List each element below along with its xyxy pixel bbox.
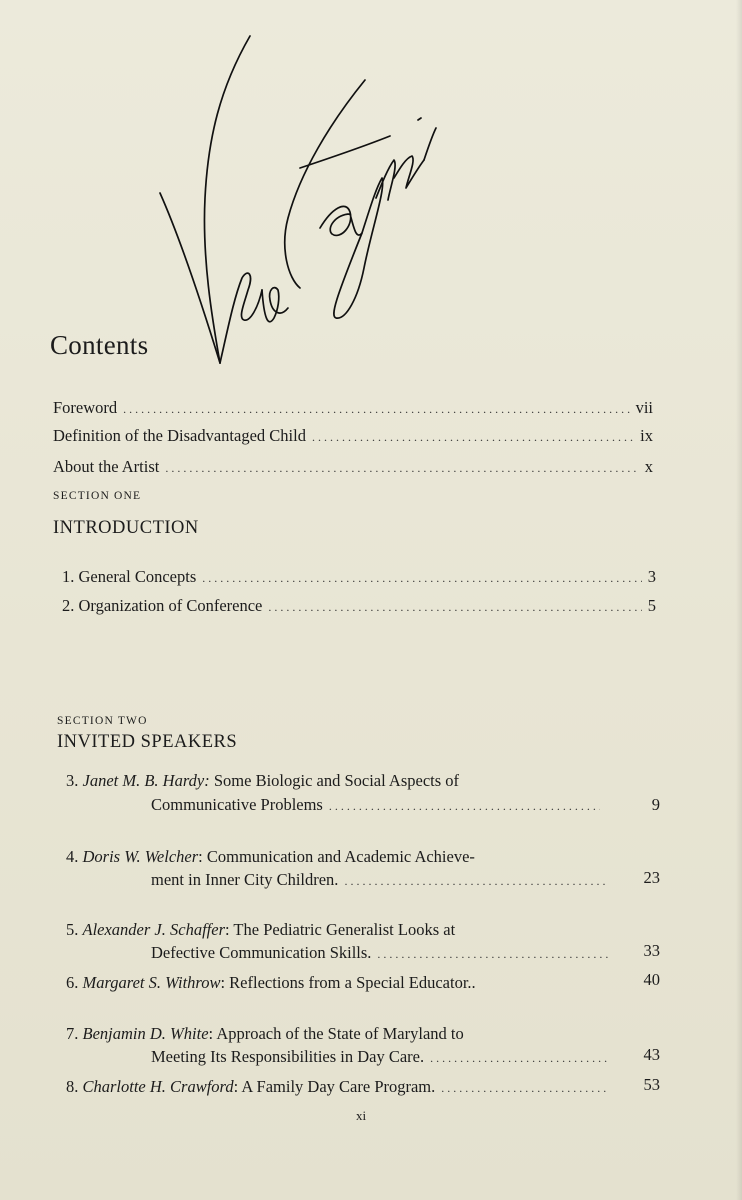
- contents-heading: Contents: [50, 330, 149, 360]
- item-title-line2: Defective Communication Skills.: [151, 943, 372, 962]
- toc-entry-page: vii: [635, 398, 653, 417]
- toc-item-welcher-line2: [151, 870, 614, 890]
- leader-dots: [377, 947, 608, 962]
- page-folio: xi: [356, 1108, 367, 1123]
- toc-item-page: 33: [643, 941, 660, 960]
- toc-item-schaffer[interactable]: [66, 920, 455, 940]
- item-title: Organization of Conference: [78, 596, 263, 615]
- toc-item-page: 43: [643, 1045, 660, 1064]
- item-author: Janet M. B. Hardy:: [82, 771, 210, 790]
- toc-entry-page: x: [644, 457, 653, 476]
- item-number: 6.: [66, 973, 79, 992]
- toc-entry-organization[interactable]: [62, 596, 656, 620]
- toc-entry-label: About the Artist: [53, 457, 160, 476]
- toc-entry-about-artist[interactable]: [53, 457, 653, 481]
- item-number: 7.: [66, 1024, 79, 1043]
- toc-item-schaffer-line2: [151, 943, 614, 963]
- item-number: 4.: [66, 847, 79, 866]
- item-title-line1: : Approach of the State of Maryland to: [208, 1024, 464, 1043]
- toc-entry-label: [62, 596, 262, 616]
- toc-item-page: 9: [651, 795, 660, 814]
- toc-item-withrow[interactable]: [66, 973, 476, 993]
- item-author: Benjamin D. White: [82, 1024, 209, 1043]
- toc-item-hardy[interactable]: [66, 771, 459, 791]
- leader-dots: [268, 600, 641, 615]
- item-title-line1: : The Pediatric Generalist Looks at: [225, 920, 456, 939]
- toc-entry-general-concepts[interactable]: [62, 567, 656, 591]
- item-number: 8.: [66, 1077, 79, 1096]
- item-author: Alexander J. Schaffer: [82, 920, 225, 939]
- toc-item-hardy-line2: [151, 795, 606, 815]
- page-edge-shadow: [736, 0, 742, 1200]
- toc-entry-label: Foreword: [53, 398, 118, 417]
- toc-item-page: 40: [643, 970, 660, 989]
- item-author: Margaret S. Withrow: [82, 973, 221, 992]
- item-title-line2: ment in Inner City Children.: [151, 870, 339, 889]
- leader-dots: [312, 430, 634, 445]
- leader-dots: [329, 799, 600, 814]
- item-author: Doris W. Welcher: [82, 847, 199, 866]
- toc-entry-definition[interactable]: [53, 426, 653, 450]
- toc-entry-page: 5: [647, 596, 656, 615]
- toc-item-welcher[interactable]: [66, 847, 475, 867]
- toc-entry-label: Definition of the Disadvantaged Child: [53, 426, 306, 445]
- item-title-line2: Meeting Its Responsibilities in Day Care.: [151, 1047, 425, 1066]
- item-number: 5.: [66, 920, 79, 939]
- toc-entry-foreword[interactable]: [53, 398, 653, 422]
- toc-item-page: 53: [643, 1075, 660, 1094]
- toc-item-white[interactable]: [66, 1024, 464, 1044]
- toc-item-white-line2: [151, 1047, 616, 1067]
- leader-dots: [123, 402, 629, 417]
- leader-dots: [441, 1081, 610, 1096]
- item-title-line2: Communicative Problems: [151, 795, 323, 814]
- leader-dots: [344, 874, 608, 889]
- item-author: Charlotte H. Crawford: [82, 1077, 234, 1096]
- toc-entry-label: [62, 567, 196, 587]
- item-title-line1: Some Biologic and Social Aspects of: [209, 771, 460, 790]
- leader-dots: [202, 571, 642, 586]
- leader-dots: [165, 461, 638, 476]
- toc-entry-page: ix: [640, 426, 653, 445]
- item-number: 3.: [66, 771, 79, 790]
- item-number: 2.: [62, 596, 75, 615]
- leader-dots: [430, 1051, 610, 1066]
- section-one-title: INTRODUCTION: [53, 518, 199, 538]
- toc-item-crawford[interactable]: [66, 1077, 616, 1097]
- item-title-line1: : A Family Day Care Program.: [233, 1077, 436, 1096]
- handwritten-signature: [150, 28, 440, 388]
- item-title: General Concepts: [78, 567, 197, 586]
- item-title-line1: : Communication and Academic Achieve-: [198, 847, 475, 866]
- toc-item-page: 23: [643, 868, 660, 887]
- item-title-line1: : Reflections from a Special Educator..: [220, 973, 476, 992]
- section-one-label: SECTION ONE: [53, 490, 142, 502]
- section-two-label: SECTION TWO: [57, 715, 148, 727]
- toc-entry-page: 3: [647, 567, 656, 586]
- section-two-title: INVITED SPEAKERS: [57, 732, 238, 752]
- item-number: 1.: [62, 567, 75, 586]
